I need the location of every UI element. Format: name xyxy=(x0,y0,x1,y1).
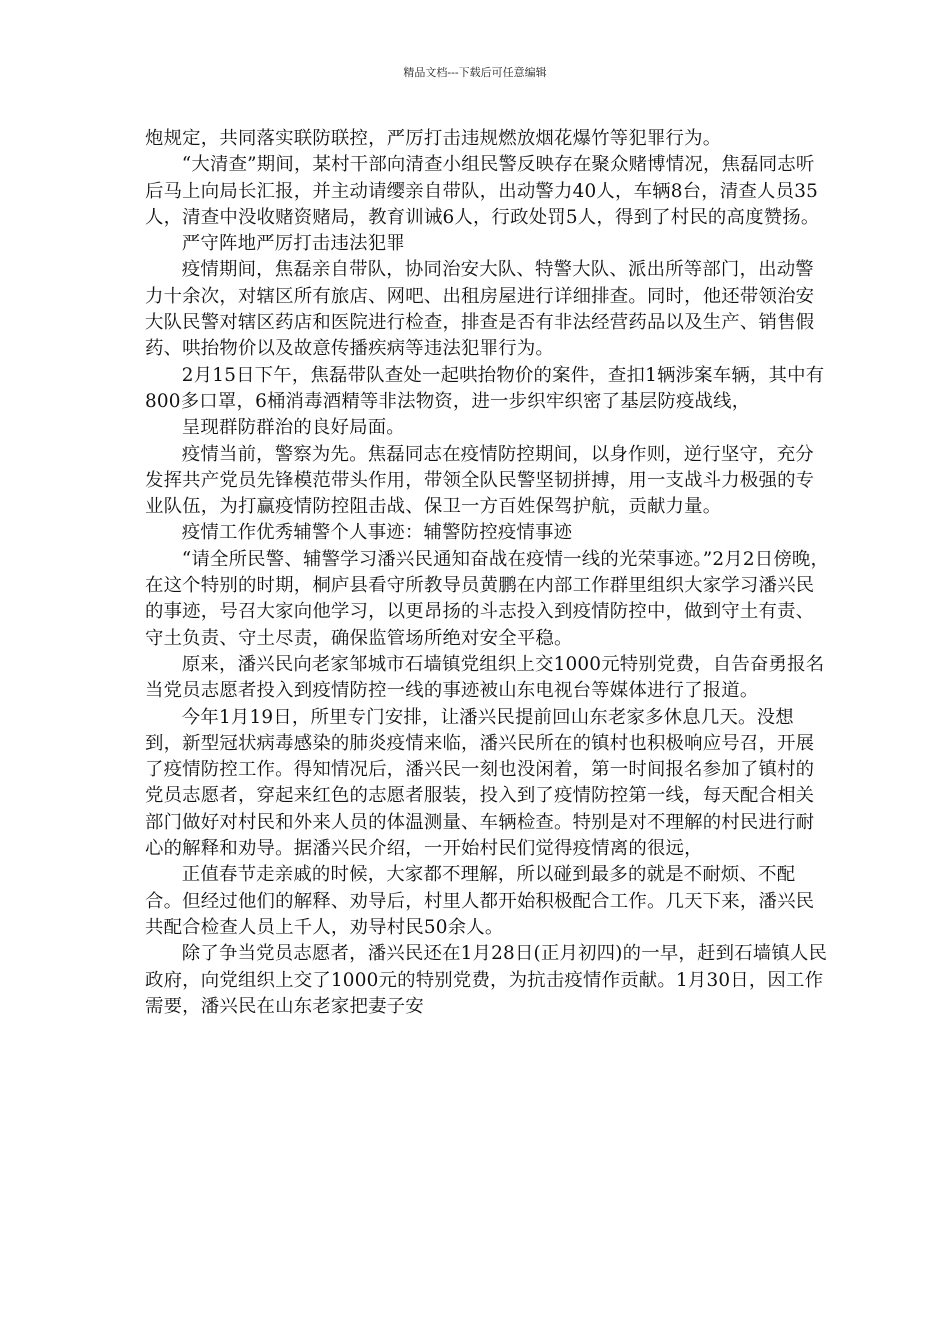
paragraph: “请全所民警、辅警学习潘兴民通知奋战在疫情一线的光荣事迹。”2月2日傍晚，在这个特别的时期，桐庐县看守所教导员黄鹏在内部工作群里组织大家学习潘兴民的事迹，号召大家向他学习，以更昂扬的斗志投入到疫情防控中，做到守土有责、守土负责、守土尽责，确保监管场所绝对安全平稳。 xyxy=(145,548,830,649)
section-heading: 疫情工作优秀辅警个人事迹：辅警防控疫情事迹 xyxy=(181,522,573,544)
page-header: 精品文档---下载后可任意编辑 xyxy=(403,66,547,79)
paragraph: 2月15日下午，焦磊带队查处一起哄抬物价的案件，查扣1辆涉案车辆，其中有800多口罩，6桶消毒酒精等非法物资，进一步织牢织密了基层防疫战线， xyxy=(145,364,825,412)
paragraph: 除了争当党员志愿者，潘兴民还在1月28日(正月初四)的一早，赶到石墙镇人民政府，向党组织上交了1000元的特别党费，为抗击疫情作贡献。1月30日，因工作需要，潘兴民在山东老家把妻子安 xyxy=(145,943,828,1017)
paragraph: 疫情当前，警察为先。焦磊同志在疫情防控期间，以身作则，逆行坚守，充分发挥共产党员先锋模范带头作用，带领全队民警坚韧拼搏，用一支战斗力极强的专业队伍，为打赢疫情防控阻击战、保卫一方百姓保驾护航，贡献力量。 xyxy=(145,443,815,518)
paragraph: 呈现群防群治的良好局面。 xyxy=(181,417,405,439)
paragraph: 原来，潘兴民向老家邹城市石墙镇党组织上交1000元特别党费，自告奋勇报名当党员志愿者投入到疫情防控一线的事迹被山东电视台等媒体进行了报道。 xyxy=(145,653,825,702)
paragraph: 炮规定，共同落实联防联控，严厉打击违规燃放烟花爆竹等犯罪行为。 xyxy=(145,128,722,149)
document-body xyxy=(145,126,830,1020)
section-heading: 严守阵地严厉打击违法犯罪 xyxy=(181,233,405,255)
paragraph: 正值春节走亲戚的时候，大家都不理解，所以碰到最多的就是不耐烦、不配合。但经过他们的解释、劝导后，村里人都开始积极配合工作。几天下来，潘兴民共配合检查人员上千人，劝导村民50余人。 xyxy=(145,864,815,938)
paragraph: 今年1月19日，所里专门安排，让潘兴民提前回山东老家多休息几天。没想到，新型冠状病毒感染的肺炎疫情来临，潘兴民所在的镇村也积极响应号召，开展了疫情防控工作。得知情况后，潘兴民一刻也没闲着，第一时间报名参加了镇村的党员志愿者，穿起来红色的志愿者服装，投入到了疫情防控第一线，每天配合相关部门做好对村民和外来人员的体温测量、车辆检查。特别是对不理解的村民进行耐心的解释和劝导。据潘兴民介绍，一开始村民们觉得疫情离的很远， xyxy=(145,706,815,860)
paragraph: 疫情期间，焦磊亲自带队，协同治安大队、特警大队、派出所等部门，出动警力十余次，对辖区所有旅店、网吧、出租房屋进行详细排查。同时，他还带领治安大队民警对辖区药店和医院进行检查，排查是否有非法经营药品以及生产、销售假药、哄抬物价以及故意传播疾病等违法犯罪行为。 xyxy=(145,259,815,360)
paragraph: “大清查”期间，某村干部向清查小组民警反映存在聚众赌博情况，焦磊同志听后马上向局长汇报，并主动请缨亲自带队，出动警力40人，车辆8台，清查人员35人，清查中没收赌资赌局，教育训诫6人，行政处罚5人，得到了村民的高度赞扬。 xyxy=(145,154,820,228)
